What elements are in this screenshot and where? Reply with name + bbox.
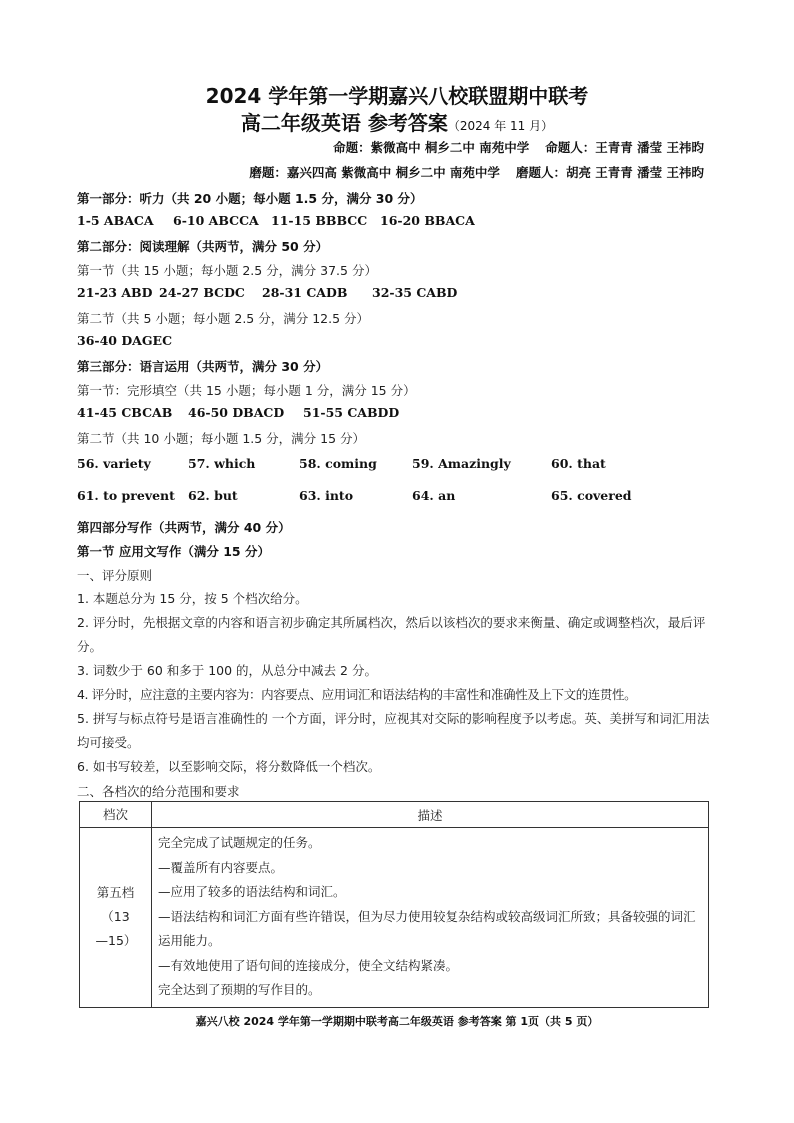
principle-item: 2. 评分时，先根据文章的内容和语言初步确定其所属档次，然后以该档次的要求来衡量、确定或调整档次，最后评分。 <box>77 615 706 654</box>
part2-section2: 第二节（共 5 小题；每小题 2.5 分，满分 12.5 分） <box>77 311 370 326</box>
answer-group: 36-40 DAGEC <box>77 333 173 348</box>
rubric-level-cell <box>80 828 152 1008</box>
answer-group: 41-45 CBCAB <box>77 405 173 420</box>
page-title: 2024 学年第一学期嘉兴八校联盟期中联考 <box>205 84 589 108</box>
answer-group: 51-55 CABDD <box>303 405 400 420</box>
review-info <box>249 163 704 181</box>
part4-section1: 第一节 应用文写作（满分 15 分） <box>77 544 270 559</box>
proposition-info <box>333 138 704 156</box>
rubric-col-desc: 描述 <box>152 802 709 828</box>
part3-section2: 第二节（共 10 小题；每小题 1.5 分，满分 15 分） <box>77 431 366 446</box>
answer-group: 24-27 BCDC <box>159 285 245 300</box>
fill-answer: 61. to prevent <box>77 488 175 503</box>
ranges-title: 二、各档次的给分范围和要求 <box>77 784 240 799</box>
proposition-schools: 命题：紫微高中 桐乡二中 南苑中学 <box>333 140 530 155</box>
fill-answer: 64. an <box>412 488 456 503</box>
desc-line: —有效地使用了语句间的连接成分，使全文结构紧凑。 <box>158 957 459 973</box>
answer-group: 46-50 DBACD <box>188 405 285 420</box>
part4-heading: 第四部分写作（共两节，满分 40 分） <box>77 520 291 535</box>
principle-item: 5. 拼写与标点符号是语言准确性的 一个方面，评分时，应视其对交际的影响程度予以考虑。英、美拼写和词汇用法均可接受。 <box>77 711 710 750</box>
review-schools: 磨题：嘉兴四高 紫微高中 桐乡二中 南苑中学 <box>249 165 500 180</box>
review-people: 磨题人：胡亮 王青青 潘莹 王祎昀 <box>515 165 704 180</box>
part2-section1: 第一节（共 15 小题；每小题 2.5 分，满分 37.5 分） <box>77 263 377 278</box>
answer-group: 1-5 ABACA <box>77 213 154 228</box>
subtitle-text: 高二年级英语 参考答案 <box>240 111 448 135</box>
answer-group: 21-23 ABD <box>77 285 153 300</box>
subtitle-date: （2024 年 11 月） <box>447 119 554 133</box>
principle-item: 1. 本题总分为 15 分，按 5 个档次给分。 <box>77 591 308 606</box>
desc-line: —语法结构和词汇方面有些许错误，但为尽力使用较复杂结构或较高级词汇所致；具备较强的词汇运用能力。 <box>158 908 696 948</box>
part3-heading: 第三部分：语言运用（共两节，满分 30 分） <box>77 359 329 374</box>
principle-item: 6. 如书写较差，以至影响交际，将分数降低一个档次。 <box>77 759 381 774</box>
fill-answer: 60. that <box>551 456 606 471</box>
desc-line: 完全达到了预期的写作目的。 <box>158 982 321 997</box>
page-footer: 嘉兴八校 2024 学年第一学期期中联考高二年级英语 参考答案 第 1页（共 5 页） <box>195 1015 599 1028</box>
part3-section1: 第一节：完形填空（共 15 小题；每小题 1 分，满分 15 分） <box>77 383 416 398</box>
rubric-col-level: 档次 <box>80 802 152 828</box>
rubric-table <box>79 801 709 1008</box>
fill-answer: 62. but <box>188 488 238 503</box>
principle-item: 3. 词数少于 60 和多于 100 的，从总分中减去 2 分。 <box>77 663 377 678</box>
level-name: 第五档 <box>96 885 135 901</box>
part1-heading: 第一部分：听力（共 20 小题；每小题 1.5 分，满分 30 分） <box>77 191 423 206</box>
principles-list <box>77 587 717 779</box>
answer-group: 32-35 CABD <box>372 285 458 300</box>
fill-answer: 58. coming <box>299 456 377 471</box>
desc-line: —应用了较多的语法结构和词汇。 <box>158 884 346 899</box>
principle-item: 4. 评分时，应注意的主要内容为：内容要点、应用词汇和语法结构的丰富性和准确性及上下文的连贯性。 <box>77 687 637 702</box>
answer-group: 16-20 BBACA <box>380 213 475 228</box>
fill-answer: 57. which <box>188 456 256 471</box>
proposition-people: 命题人：王青青 潘莹 王祎昀 <box>545 140 704 155</box>
rubric-desc-cell <box>152 828 709 1008</box>
rubric-row <box>80 828 709 1008</box>
answer-group: 11-15 BBBCC <box>271 213 368 228</box>
desc-line: 完全完成了试题规定的任务。 <box>158 835 321 850</box>
answer-group: 6-10 ABCCA <box>173 213 259 228</box>
level-range: （13—15） <box>95 909 137 949</box>
rubric-header-row <box>80 802 709 828</box>
desc-line: —覆盖所有内容要点。 <box>158 859 284 875</box>
fill-answer: 63. into <box>299 488 354 503</box>
answer-group: 28-31 CADB <box>262 285 348 300</box>
part2-heading: 第二部分：阅读理解（共两节，满分 50 分） <box>77 239 329 254</box>
fill-answer: 65. covered <box>551 488 632 503</box>
fill-answer: 56. variety <box>77 456 151 471</box>
fill-answer: 59. Amazingly <box>412 456 511 471</box>
page-subtitle <box>0 107 794 136</box>
principles-title: 一、评分原则 <box>77 568 153 583</box>
